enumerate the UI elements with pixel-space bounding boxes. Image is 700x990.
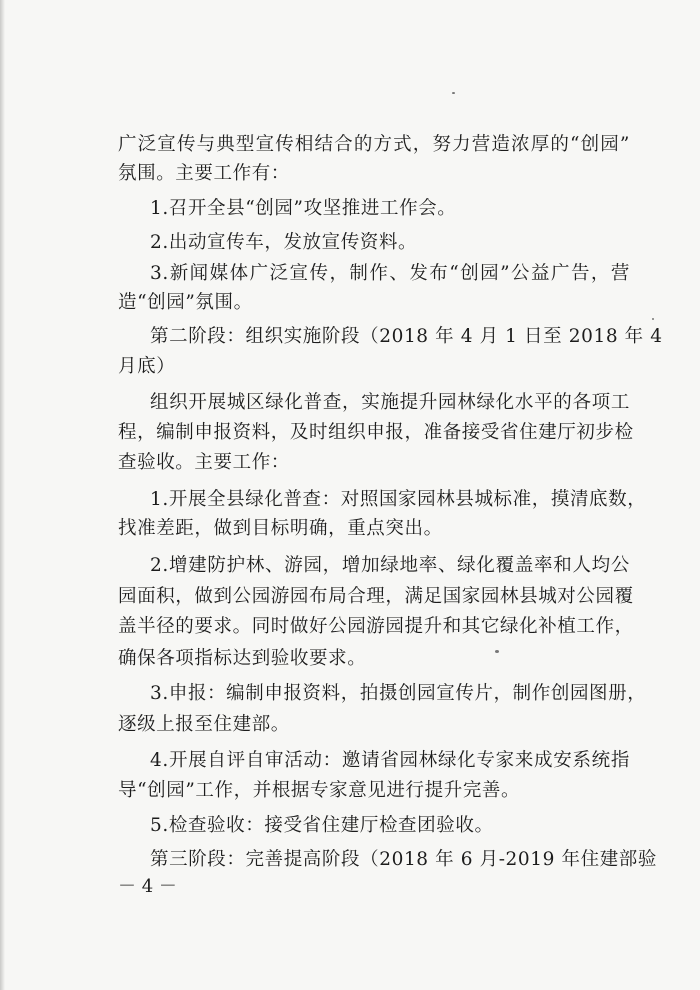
section-heading-line: 第三阶段：完善提高阶段（2018 年 6 月-2019 年住建部验 bbox=[150, 849, 658, 870]
text-line: 1.召开全县“创园”攻坚推进工作会。 bbox=[150, 198, 457, 219]
text-line: 盖半径的要求。同时做好公园游园提升和其它绿化补植工作， bbox=[118, 616, 634, 637]
text-line: 逐级上报至住建部。 bbox=[118, 714, 290, 735]
section-heading-line: 月底） bbox=[118, 356, 176, 377]
text-line: 氛围。主要工作有： bbox=[118, 163, 290, 184]
text-line: 1.开展全县绿化普查：对照国家园林县城标准，摸清底数， bbox=[150, 489, 647, 510]
text-line: 2.增建防护林、游园，增加绿地率、绿化覆盖率和人均公 bbox=[150, 555, 630, 576]
scan-edge-shadow bbox=[0, 0, 5, 990]
scan-speck bbox=[652, 318, 654, 320]
text-line: 广泛宣传与典型宣传相结合的方式，努力营造浓厚的“创园” bbox=[118, 134, 630, 155]
text-line: 4.开展自评自审活动：邀请省园林绿化专家来成安系统指 bbox=[150, 750, 630, 771]
page-number: － 4 － bbox=[118, 876, 177, 897]
text-line: 导“创园”工作，并根据专家意见进行提升完善。 bbox=[118, 780, 521, 801]
text-line: 造“创园”氛围。 bbox=[118, 292, 253, 313]
text-line: 2.出动宣传车，发放宣传资料。 bbox=[150, 232, 418, 253]
text-line: 找准差距，做到目标明确，重点突出。 bbox=[118, 518, 443, 539]
scan-speck bbox=[452, 92, 455, 94]
text-line: 程，编制申报资料，及时组织申报，准备接受省住建厅初步检 bbox=[118, 422, 634, 443]
text-line: 3.新闻媒体广泛宣传，制作、发布“创园”公益广告，营 bbox=[150, 263, 630, 284]
text-line: 组织开展城区绿化普查，实施提升园林绿化水平的各项工 bbox=[150, 392, 630, 413]
text-line: 5.检查验收：接受省住建厅检查团验收。 bbox=[150, 815, 494, 836]
section-heading-line: 第二阶段：组织实施阶段（2018 年 4 月 1 日至 2018 年 4 bbox=[150, 326, 663, 347]
text-line: 确保各项指标达到验收要求。 bbox=[118, 648, 367, 669]
text-line: 园面积，做到公园游园布局合理，满足国家园林县城对公园覆 bbox=[118, 586, 634, 607]
text-line: 3.申报：编制申报资料，拍摄创园宣传片，制作创园图册， bbox=[150, 683, 647, 704]
text-line: 查验收。主要工作： bbox=[118, 452, 290, 473]
